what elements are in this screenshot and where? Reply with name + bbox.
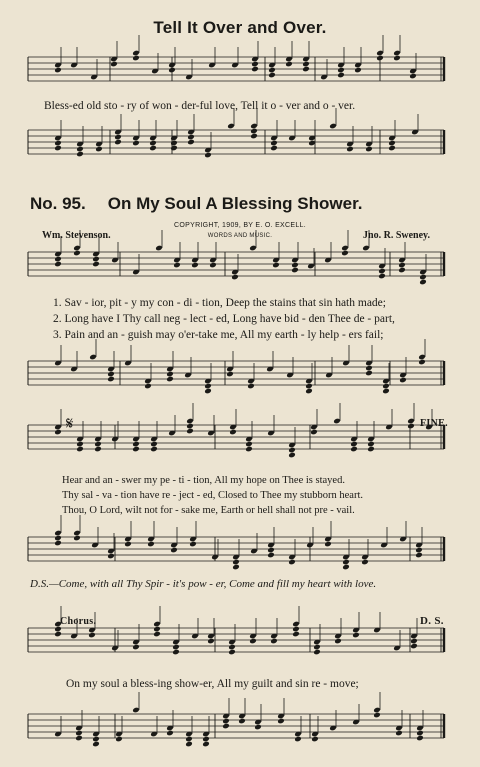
fine-mark: FINE. bbox=[420, 418, 448, 429]
lyricist: Wm. Stevenson. bbox=[42, 230, 111, 241]
hymn-name: On My Soul A Blessing Shower. bbox=[107, 194, 363, 213]
copyright-notice: COPYRIGHT, 1909, BY E. O. EXCELL. bbox=[174, 222, 306, 229]
ds-mark: D. S. bbox=[420, 615, 444, 627]
words-and-music-label: WORDS AND MUSIC. bbox=[207, 233, 273, 239]
verse-2-line-1: 2. Long have I Thy call neg - lect - ed, Long have bid - den Thee de - part, bbox=[53, 313, 395, 325]
verse-1-line-2: Hear and an - swer my pe - ti - tion, All my hope on Thee is stayed. bbox=[62, 475, 345, 486]
verse-1-line-1: 1. Sav - ior, pit - y my con - di - tion, Deep the stains that sin hath made; bbox=[53, 297, 386, 309]
dal-segno-text: D.S.—Come, with all Thy Spir - it's pow - er, Come and fill my heart with love. bbox=[30, 578, 377, 590]
chorus-label: Chorus. bbox=[60, 616, 97, 627]
verse-2-line-2: Thy sal - va - tion have re - ject - ed, Closed to Thee my stubborn heart. bbox=[62, 490, 364, 501]
verse-3-line-1: 3. Pain and an - guish may o'er-take me, All my earth - ly help - ers fail; bbox=[53, 329, 384, 341]
verse-3-line-2: Thou, O Lord, wilt not for - sake me, Earth or hell shall not pre - vail. bbox=[62, 505, 355, 516]
hymn-title bbox=[30, 194, 362, 214]
chorus-lyrics: On my soul a bless-ing show-er, All my guilt and sin re - move; bbox=[66, 678, 359, 690]
previous-hymn-lyrics: Bless-ed old sto - ry of won - der-ful love, Tell it o - ver and o - ver. bbox=[44, 100, 356, 112]
previous-hymn-title: Tell It Over and Over. bbox=[153, 18, 327, 37]
hymn-number: No. 95. bbox=[30, 194, 86, 213]
composer: Jno. R. Sweney. bbox=[363, 230, 430, 241]
segno-sign: 𝄋 bbox=[66, 414, 74, 433]
